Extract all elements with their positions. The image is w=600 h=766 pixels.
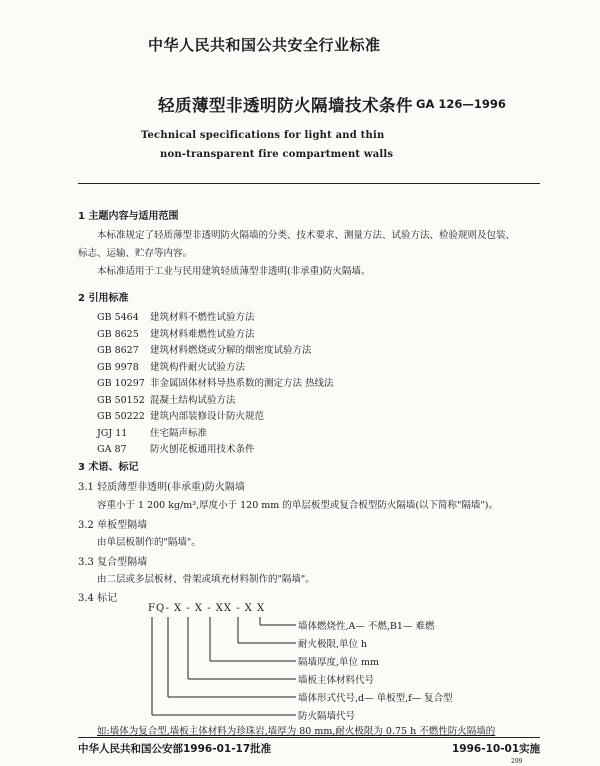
clause-3-3-body: 由二层或多层板材、骨架或填充材料制作的"隔墙"。 [97,574,315,585]
reference-code: GB 9978 [97,361,139,373]
effective-date: 1996-10-01实施 [452,743,541,755]
clause-3-1-body: 容重小于 1 200 kg/m³,厚度小于 120 mm 的单层板型或复合板型防火隔墙(以下简称"隔墙")。 [97,500,498,511]
clause-3-4-title: 3.4 标记 [78,593,118,604]
reference-title: 建筑构件耐火试验方法 [150,361,246,373]
section-1-paragraph-line-1: 本标准规定了轻质薄型非透明防火隔墙的分类、技术要求、测量方法、试验方法、检验规则及包装、 [97,230,516,241]
page-number: 299 [511,758,523,765]
section-2-heading: 2 引用标准 [78,293,129,304]
reference-code: GB 50222 [97,411,145,422]
section-3-heading: 3 术语、标记 [78,462,139,473]
marking-label: 耐火极限,单位 h [298,639,368,650]
reference-title: 建筑材料不燃性试验方法 [150,312,255,323]
reference-code: GB 50152 [97,394,145,406]
footer-divider [78,737,540,738]
marking-label: 墙体形式代号,d— 单板型,f— 复合型 [298,693,453,704]
clause-3-1-title: 3.1 轻质薄型非透明(非承重)防火隔墙 [78,482,245,493]
english-title-line-2: non-transparent fire compartment walls [160,149,394,160]
reference-title: 住宅隔声标准 [150,427,208,439]
reference-title: 建筑材料燃烧或分解的烟密度试验方法 [150,345,312,356]
clause-3-2-body: 由单层板制作的"隔墙"。 [97,537,201,548]
section-1-paragraph-2: 本标准适用于工业与民用建筑轻质薄型非透明(非承重)防火隔墙。 [97,266,371,277]
document-title: 轻质薄型非透明防火隔墙技术条件 [158,96,413,115]
reference-code: GB 5464 [97,312,139,323]
reference-code: GB 8625 [97,328,139,340]
reference-code: GB 8627 [97,345,139,356]
marking-example: 如:墙体为复合型,墙板主体材料为珍珠岩,墙厚为 80 mm,耐火极限为 0.75 h 不燃性防火隔墙的 [97,726,496,737]
marking-label: 墙体燃烧性,A— 不燃,B1— 难燃 [298,621,435,632]
clause-3-3-title: 3.3 复合型隔墙 [78,557,148,568]
org-standard-heading: 中华人民共和国公共安全行业标准 [148,36,381,54]
section-1-paragraph-line-2: 标志、运输、贮存等内容。 [78,248,193,259]
approval-line: 中华人民共和国公安部1996-01-17批准 [78,743,272,755]
marking-label: 防火隔墙代号 [298,711,356,722]
english-title-line-1: Technical specifications for light and thin [141,130,385,141]
clause-3-2-title: 3.2 单板型隔墙 [78,520,148,531]
reference-title: 非金属固体材料导热系数的测定方法 热线法 [150,378,334,389]
marking-code: FQ- X - X - XX - X X [148,603,266,614]
reference-code: GA 87 [97,444,127,455]
section-1-heading: 1 主题内容与适用范围 [78,211,179,222]
reference-title: 建筑材料难燃性试验方法 [150,328,255,340]
reference-title: 防火刨花板通用技术条件 [150,444,255,455]
marking-label: 墙板主体材料代号 [298,675,375,686]
reference-code: JGJ 11 [97,427,128,439]
standard-code: GA 126—1996 [416,97,506,111]
reference-title: 混凝土结构试验方法 [150,394,236,406]
reference-code: GB 10297 [97,378,145,389]
marking-label: 隔墙厚度,单位 mm [298,657,380,668]
reference-title: 建筑内部装修设计防火规范 [150,411,265,422]
